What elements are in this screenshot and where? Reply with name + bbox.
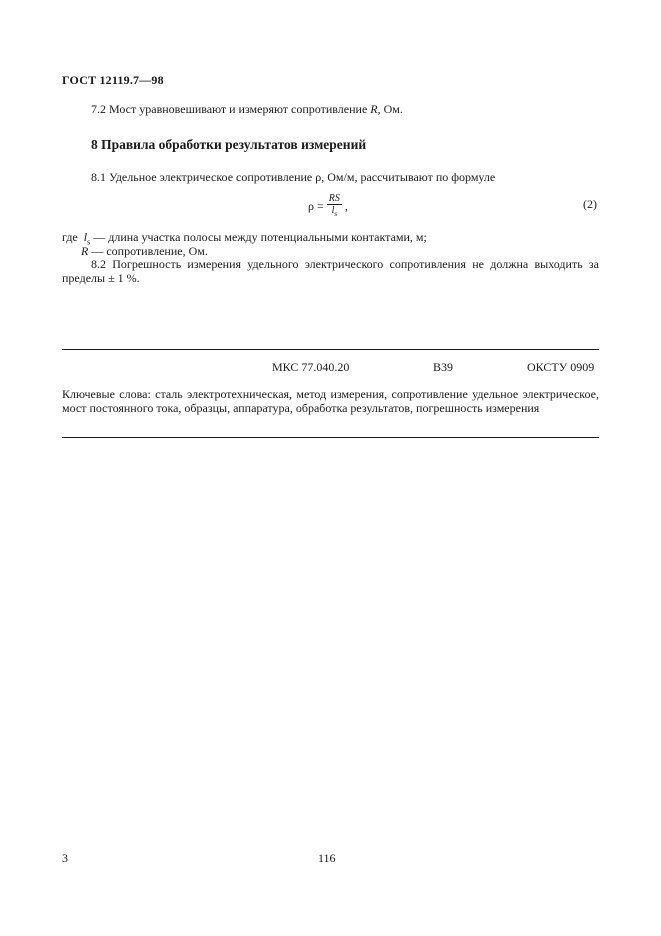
formula-lhs: ρ = [308, 199, 324, 213]
where-desc-2: — сопротивление, Ом. [88, 244, 208, 258]
where-desc-1: — длина участка полосы между потенциальными контактами, м; [90, 230, 427, 244]
paragraph-8-2: 8.2 Погрешность измерения удельного электрического сопротивления не должна выходить за пределы ± 1 %. [62, 257, 599, 285]
where-var-r: R [81, 244, 89, 258]
variable-r: R [370, 102, 378, 116]
paragraph-7-2 [91, 102, 403, 116]
formula-fraction [327, 193, 342, 220]
where-prefix: где [62, 230, 78, 244]
classification-okstu: ОКСТУ 0909 [527, 360, 595, 374]
divider-top [62, 349, 599, 350]
keywords: Ключевые слова: сталь электротехническая, метод измерения, сопротивление удельное электрическое, мост постоянного тока, образцы, аппаратура, обработка результатов, погрешность измерения [62, 387, 599, 415]
section-8-title: 8 Правила обработки результатов измерений [91, 137, 367, 152]
formula-denominator-sub: s [334, 210, 338, 218]
where-var-ls: $l_s$ [83, 230, 91, 247]
formula-tail: , [344, 199, 348, 213]
divider-bottom [62, 437, 599, 438]
paragraph-8-1: 8.1 Удельное электрическое сопротивление ρ, Ом/м, рассчитывают по формуле [91, 170, 496, 184]
formula-denominator-var: l [331, 205, 335, 216]
paragraph-7-2-text: 7.2 Мост уравновешивают и измеряют сопротивление [91, 102, 371, 116]
where-line-2 [81, 244, 208, 258]
page-number-left: 3 [62, 851, 68, 865]
formula-number: (2) [583, 197, 597, 211]
document-code: ГОСТ 12119.7—98 [62, 73, 164, 87]
classification-mks: МКС 77.040.20 [272, 360, 350, 374]
paragraph-7-2-tail: , Ом. [377, 102, 403, 116]
classification-code: В39 [433, 360, 454, 374]
formula-numerator: RS [328, 193, 340, 204]
formula-2 [308, 193, 348, 220]
page-number-center: 116 [318, 851, 336, 865]
formula-denominator [332, 205, 338, 220]
